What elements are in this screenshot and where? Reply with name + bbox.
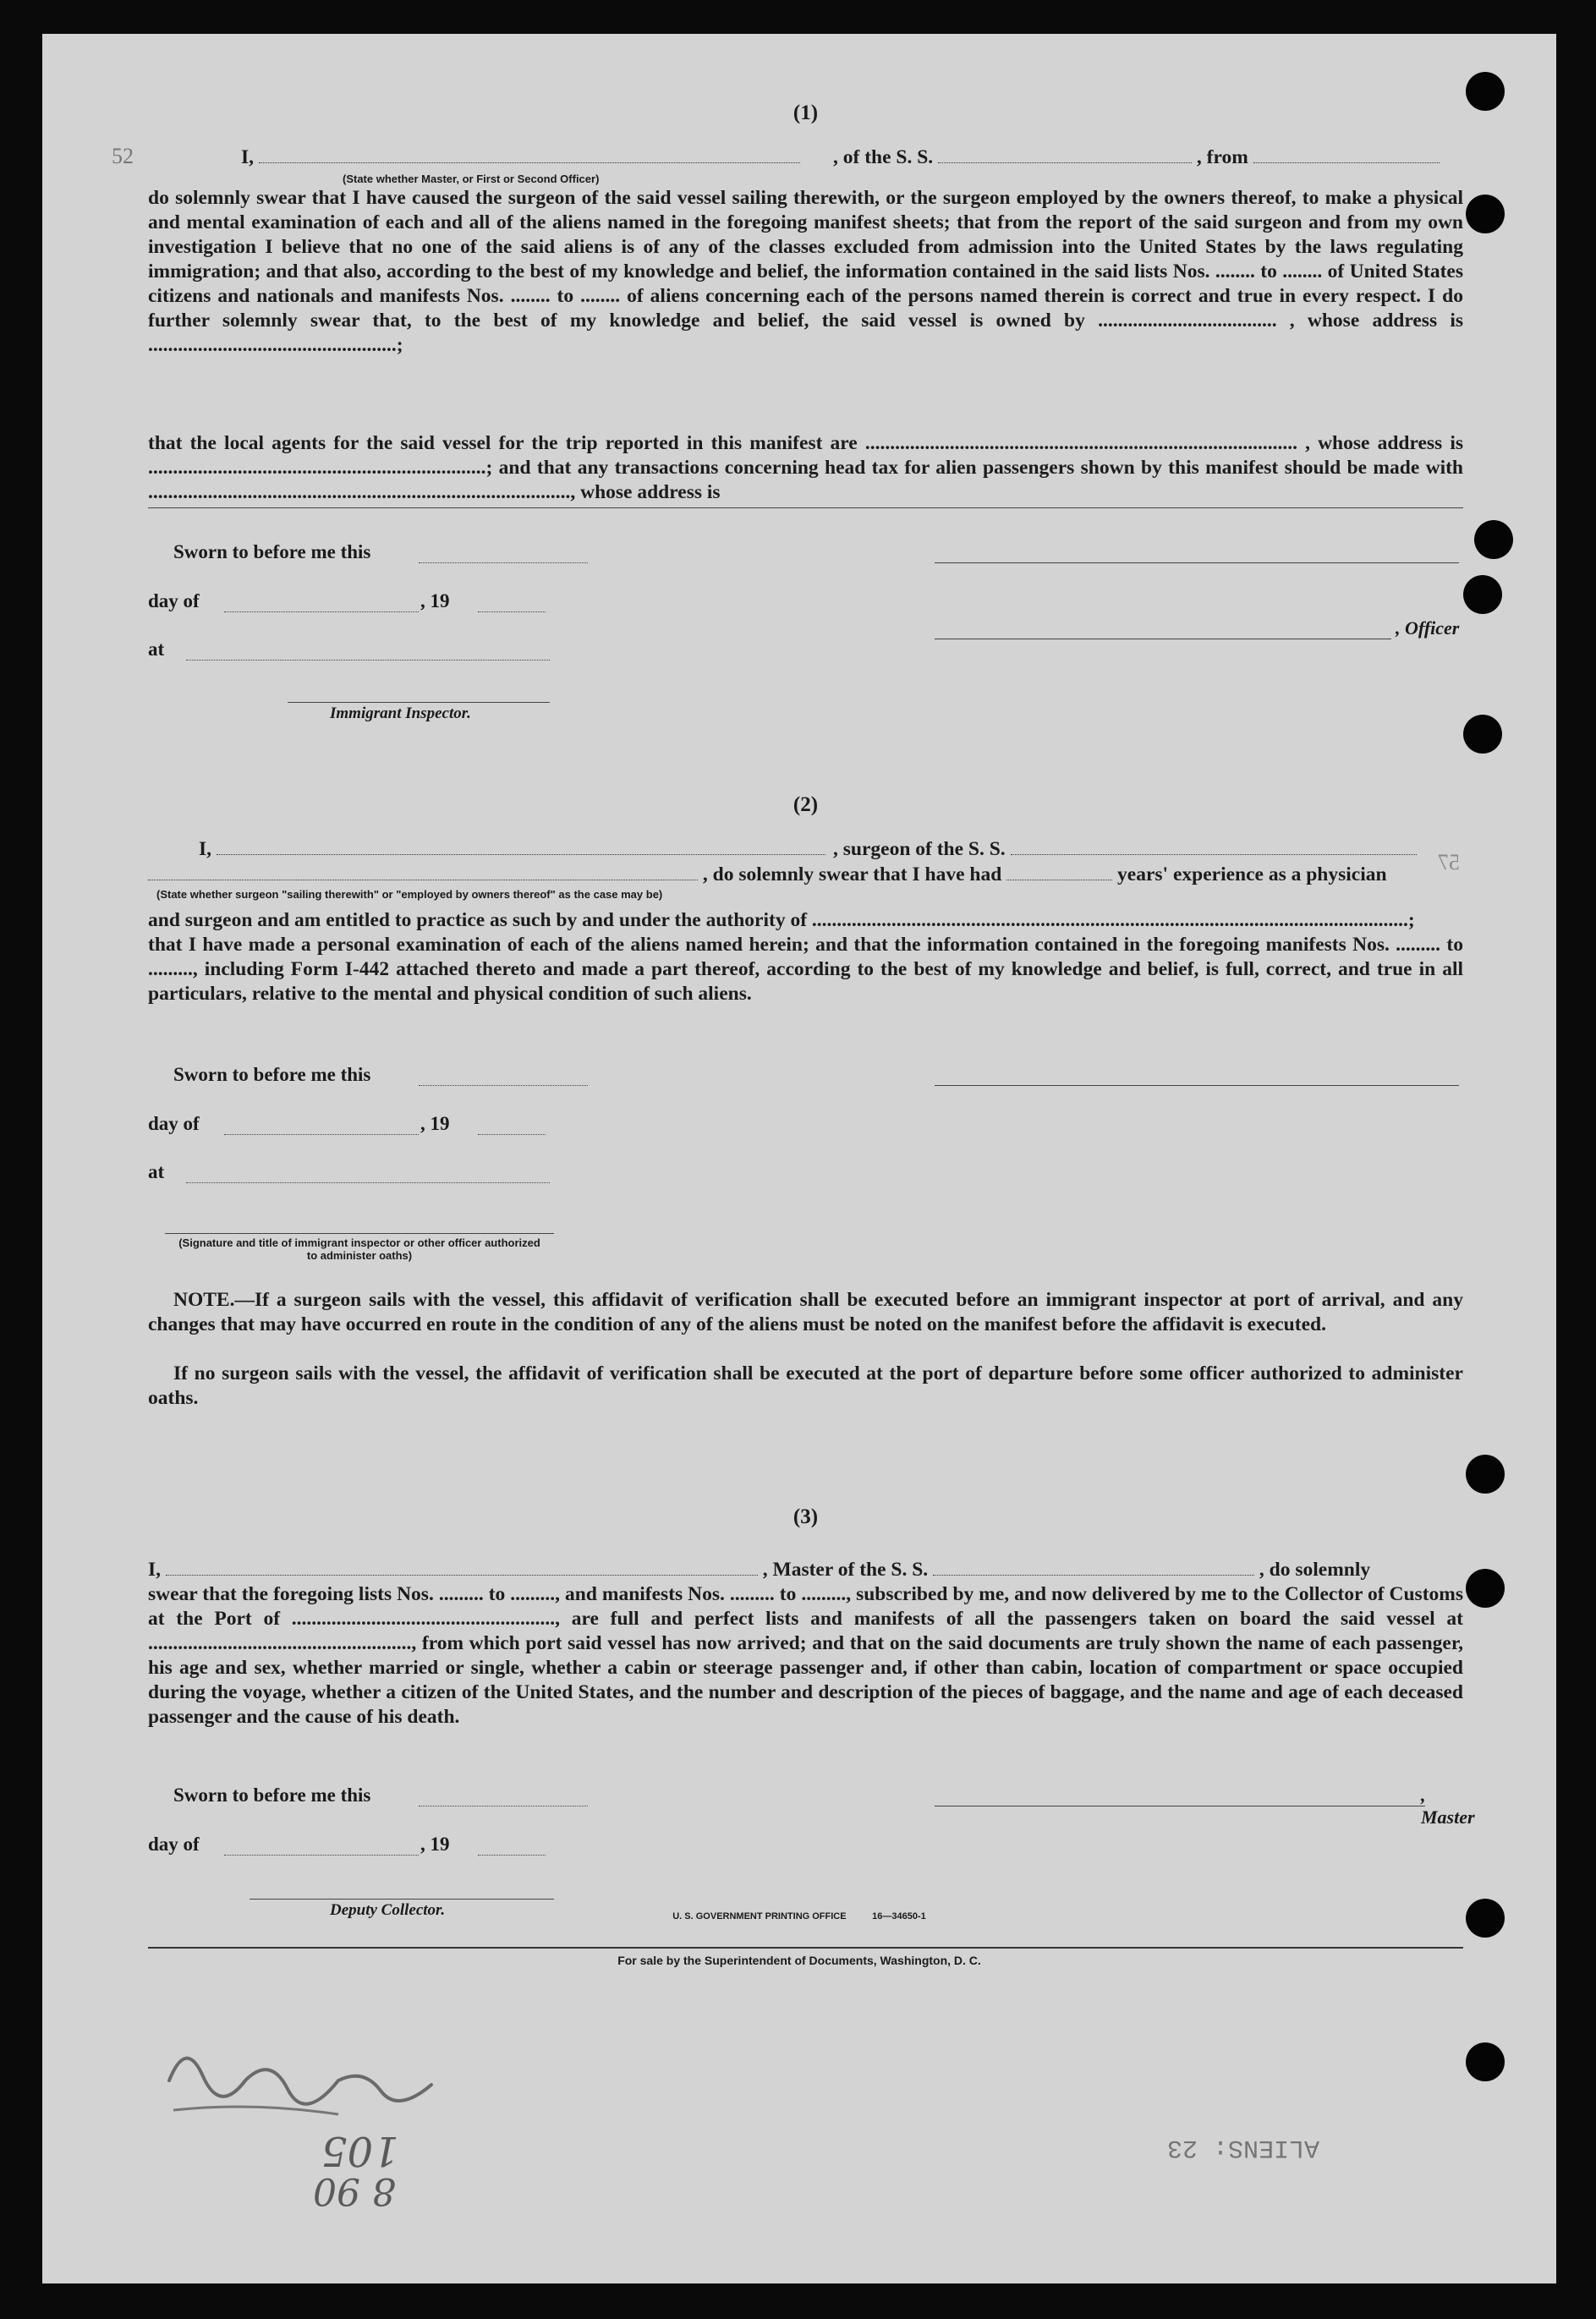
- handwritten-number-2: 8 90: [313, 2169, 396, 2212]
- swear-line: [148, 863, 1387, 887]
- margin-number-left: 52: [112, 144, 134, 168]
- label-solemnly: , do solemnly: [1259, 1559, 1371, 1581]
- oath-body-agents: that the local agents for the said vessel for the trip reported in this manifest are ....................................................................................... , whose address is ....................................................................; and that any transactions concerning head tax for alien passengers shown by this manifest should be made with ....................................................................................., whose address is: [148, 432, 1463, 503]
- year-field[interactable]: [478, 1855, 546, 1856]
- day-of-label: day of: [148, 590, 200, 611]
- form-number: 16—34650-1: [872, 1911, 926, 1922]
- surgeon-name-field[interactable]: [217, 854, 825, 855]
- section-number: (1): [793, 101, 819, 124]
- at-field[interactable]: [186, 660, 550, 661]
- label-i: I,: [241, 146, 255, 168]
- year-label: , 19: [420, 1834, 450, 1855]
- master-vessel-field[interactable]: [933, 1575, 1254, 1576]
- surgeon-authority: and surgeon and am entitled to practice as such by and under the authority of ........................................................................................................................;: [148, 909, 1415, 931]
- surgeon-note-2: If no surgeon sails with the vessel, the affidavit of verification shall be executed at the port of departure before some officer authorized to administer oaths.: [148, 1362, 1463, 1409]
- sworn-label: Sworn to before me this: [173, 1784, 371, 1806]
- surgeon-vessel-field[interactable]: [1011, 854, 1417, 855]
- master-name-field[interactable]: [166, 1575, 758, 1576]
- inspector-label: Immigrant Inspector.: [330, 704, 471, 722]
- section-number: (3): [793, 1505, 819, 1528]
- label-master-of: , Master of the S. S.: [762, 1559, 929, 1581]
- surgeon-body: that I have made a personal examination of each of the aliens named herein; and that the information contained in the foregoing manifests Nos. ......... to ........., including Form I-442 attached thereto and made a part thereof, according to the best of my knowledge and belief, is full, correct, and true in all particulars, relative to the mental and physical condition of such aliens.: [148, 934, 1463, 1005]
- label-i: I,: [148, 1559, 162, 1581]
- from-field[interactable]: [1253, 162, 1440, 163]
- day-of-label: day of: [148, 1834, 200, 1855]
- handwritten-number-1: 105: [321, 2127, 399, 2174]
- officer-signature-line-1[interactable]: [935, 562, 1459, 563]
- affidavit-section-1: [148, 101, 1463, 722]
- handwritten-signature: [152, 2030, 440, 2135]
- official-signature-line[interactable]: [165, 1233, 554, 1234]
- label-surgeon-of: , surgeon of the S. S.: [833, 838, 1006, 860]
- surgeon-note-1: NOTE.—If a surgeon sails with the vessel, this affidavit of verification shall be executed before an immigrant inspector at port of arrival, and any changes that may have occurred en route in the condition of any of the aliens must be noted on the manifest before the affidavit is executed.: [148, 1289, 1463, 1335]
- sworn-date-field[interactable]: [419, 562, 588, 563]
- gpo-label: U. S. GOVERNMENT PRINTING OFFICE: [672, 1911, 847, 1922]
- affidavit-section-3: [148, 1505, 1475, 1979]
- collector-signature-line[interactable]: [250, 1899, 554, 1900]
- punch-hole: [1474, 520, 1513, 559]
- at-label: at: [148, 639, 165, 660]
- punch-hole: [1466, 195, 1505, 233]
- surgeon-type-note: (State whether surgeon "sailing therewith" or "employed by owners thereof" as the case may be): [156, 888, 663, 901]
- affidavit-section-2: [148, 793, 1463, 1436]
- divider: [148, 507, 1463, 508]
- surgeon-oath-intro: [199, 837, 825, 862]
- sworn-label: Sworn to before me this: [173, 541, 371, 562]
- punch-hole: [1463, 715, 1502, 754]
- vessel-field[interactable]: [938, 162, 1192, 163]
- aliens-count-mirrored: ALIENS: 23: [1167, 2133, 1320, 2162]
- section-number: (2): [793, 793, 819, 816]
- punch-hole: [1466, 2042, 1505, 2081]
- oath-body: do solemnly swear that I have caused the surgeon of the said vessel sailing therewith, or the surgeon employed by the owners thereof, to make a physical and mental examination of each and all of the aliens named in the foregoing manifest sheets; that from the report of the said surgeon and from my own investigation I believe that no one of the said aliens is of any of the classes excluded from admission into the United States by the laws regulating immigration; and that also, according to the best of my knowledge and belief, the information contained in the said lists Nos. ........ to ........ of United States citizens and nationals and manifests Nos. ........ to ........ of aliens concerning each of the persons named therein is correct and true in every respect. I do further solemnly swear that, to the best of my knowledge and belief, the said vessel is owned by .................................... , whose address is ..................................................;: [148, 187, 1463, 356]
- label-from: , from: [1196, 146, 1248, 168]
- label-years: years' experience as a physician: [1117, 863, 1387, 885]
- day-field[interactable]: [224, 1855, 419, 1856]
- label-i: I,: [199, 838, 212, 860]
- punch-hole: [1466, 1569, 1505, 1608]
- year-field[interactable]: [478, 611, 546, 612]
- sworn-label: Sworn to before me this: [173, 1064, 371, 1085]
- vessel-line: [833, 145, 1440, 170]
- at-field[interactable]: [186, 1182, 550, 1183]
- signature-note: (Signature and title of immigrant inspector or other officer authorized to administer oaths): [178, 1236, 540, 1262]
- surgeon-vessel-line: [833, 837, 1417, 862]
- label-of-ss: , of the S. S.: [833, 146, 934, 168]
- master-label: , Master: [1421, 1784, 1475, 1828]
- master-oath-body: swear that the foregoing lists Nos. ......... to ........., and manifests Nos. ......... to ........., subscribed by me, and now delivered by me to the Collector of Customs at the Port of ....................................................., are full and perfect lists and manifests of all the passengers taken on board the said vessel at ....................................................., from which port said vessel has now arrived; and that on the said documents are truly shown the name of each passenger, his age and sex, whether married or single, whether a cabin or steerage passenger and, if other than cabin, location of compartment or space occupied during the voyage, whether a citizen of the United States, and the number and description of the pieces of baggage, and the name and age of each deceased passenger and the cause of his death.: [148, 1583, 1463, 1728]
- year-label: , 19: [420, 1113, 450, 1134]
- margin-number-right: 57: [1438, 850, 1460, 874]
- sworn-date-field[interactable]: [419, 1085, 588, 1086]
- officer-label: , Officer: [1396, 617, 1460, 639]
- year-field[interactable]: [478, 1134, 546, 1135]
- day-field[interactable]: [224, 611, 419, 612]
- surgeon-signature-line[interactable]: [935, 1085, 1459, 1086]
- at-label: at: [148, 1161, 165, 1182]
- day-field[interactable]: [224, 1134, 419, 1135]
- master-oath-intro: [148, 1558, 1370, 1582]
- punch-hole: [1463, 575, 1502, 614]
- year-label: , 19: [420, 590, 450, 611]
- footer-rule: [148, 1947, 1463, 1949]
- name-field[interactable]: [259, 162, 800, 163]
- punch-hole: [1466, 72, 1505, 111]
- day-of-label: day of: [148, 1113, 200, 1134]
- label-swear: , do solemnly swear that I have had: [702, 863, 1002, 885]
- master-oath-intro: [241, 145, 800, 170]
- printer-imprint: [42, 1911, 1556, 1922]
- punch-hole: [1466, 1455, 1505, 1494]
- form-page: [42, 34, 1556, 2283]
- rank-note: (State whether Master, or First or Second Officer): [343, 173, 600, 185]
- inspector-signature-line[interactable]: [288, 702, 550, 703]
- sale-notice: For sale by the Superintendent of Documents, Washington, D. C.: [617, 1954, 981, 1967]
- collector-label: Deputy Collector.: [330, 1901, 446, 1919]
